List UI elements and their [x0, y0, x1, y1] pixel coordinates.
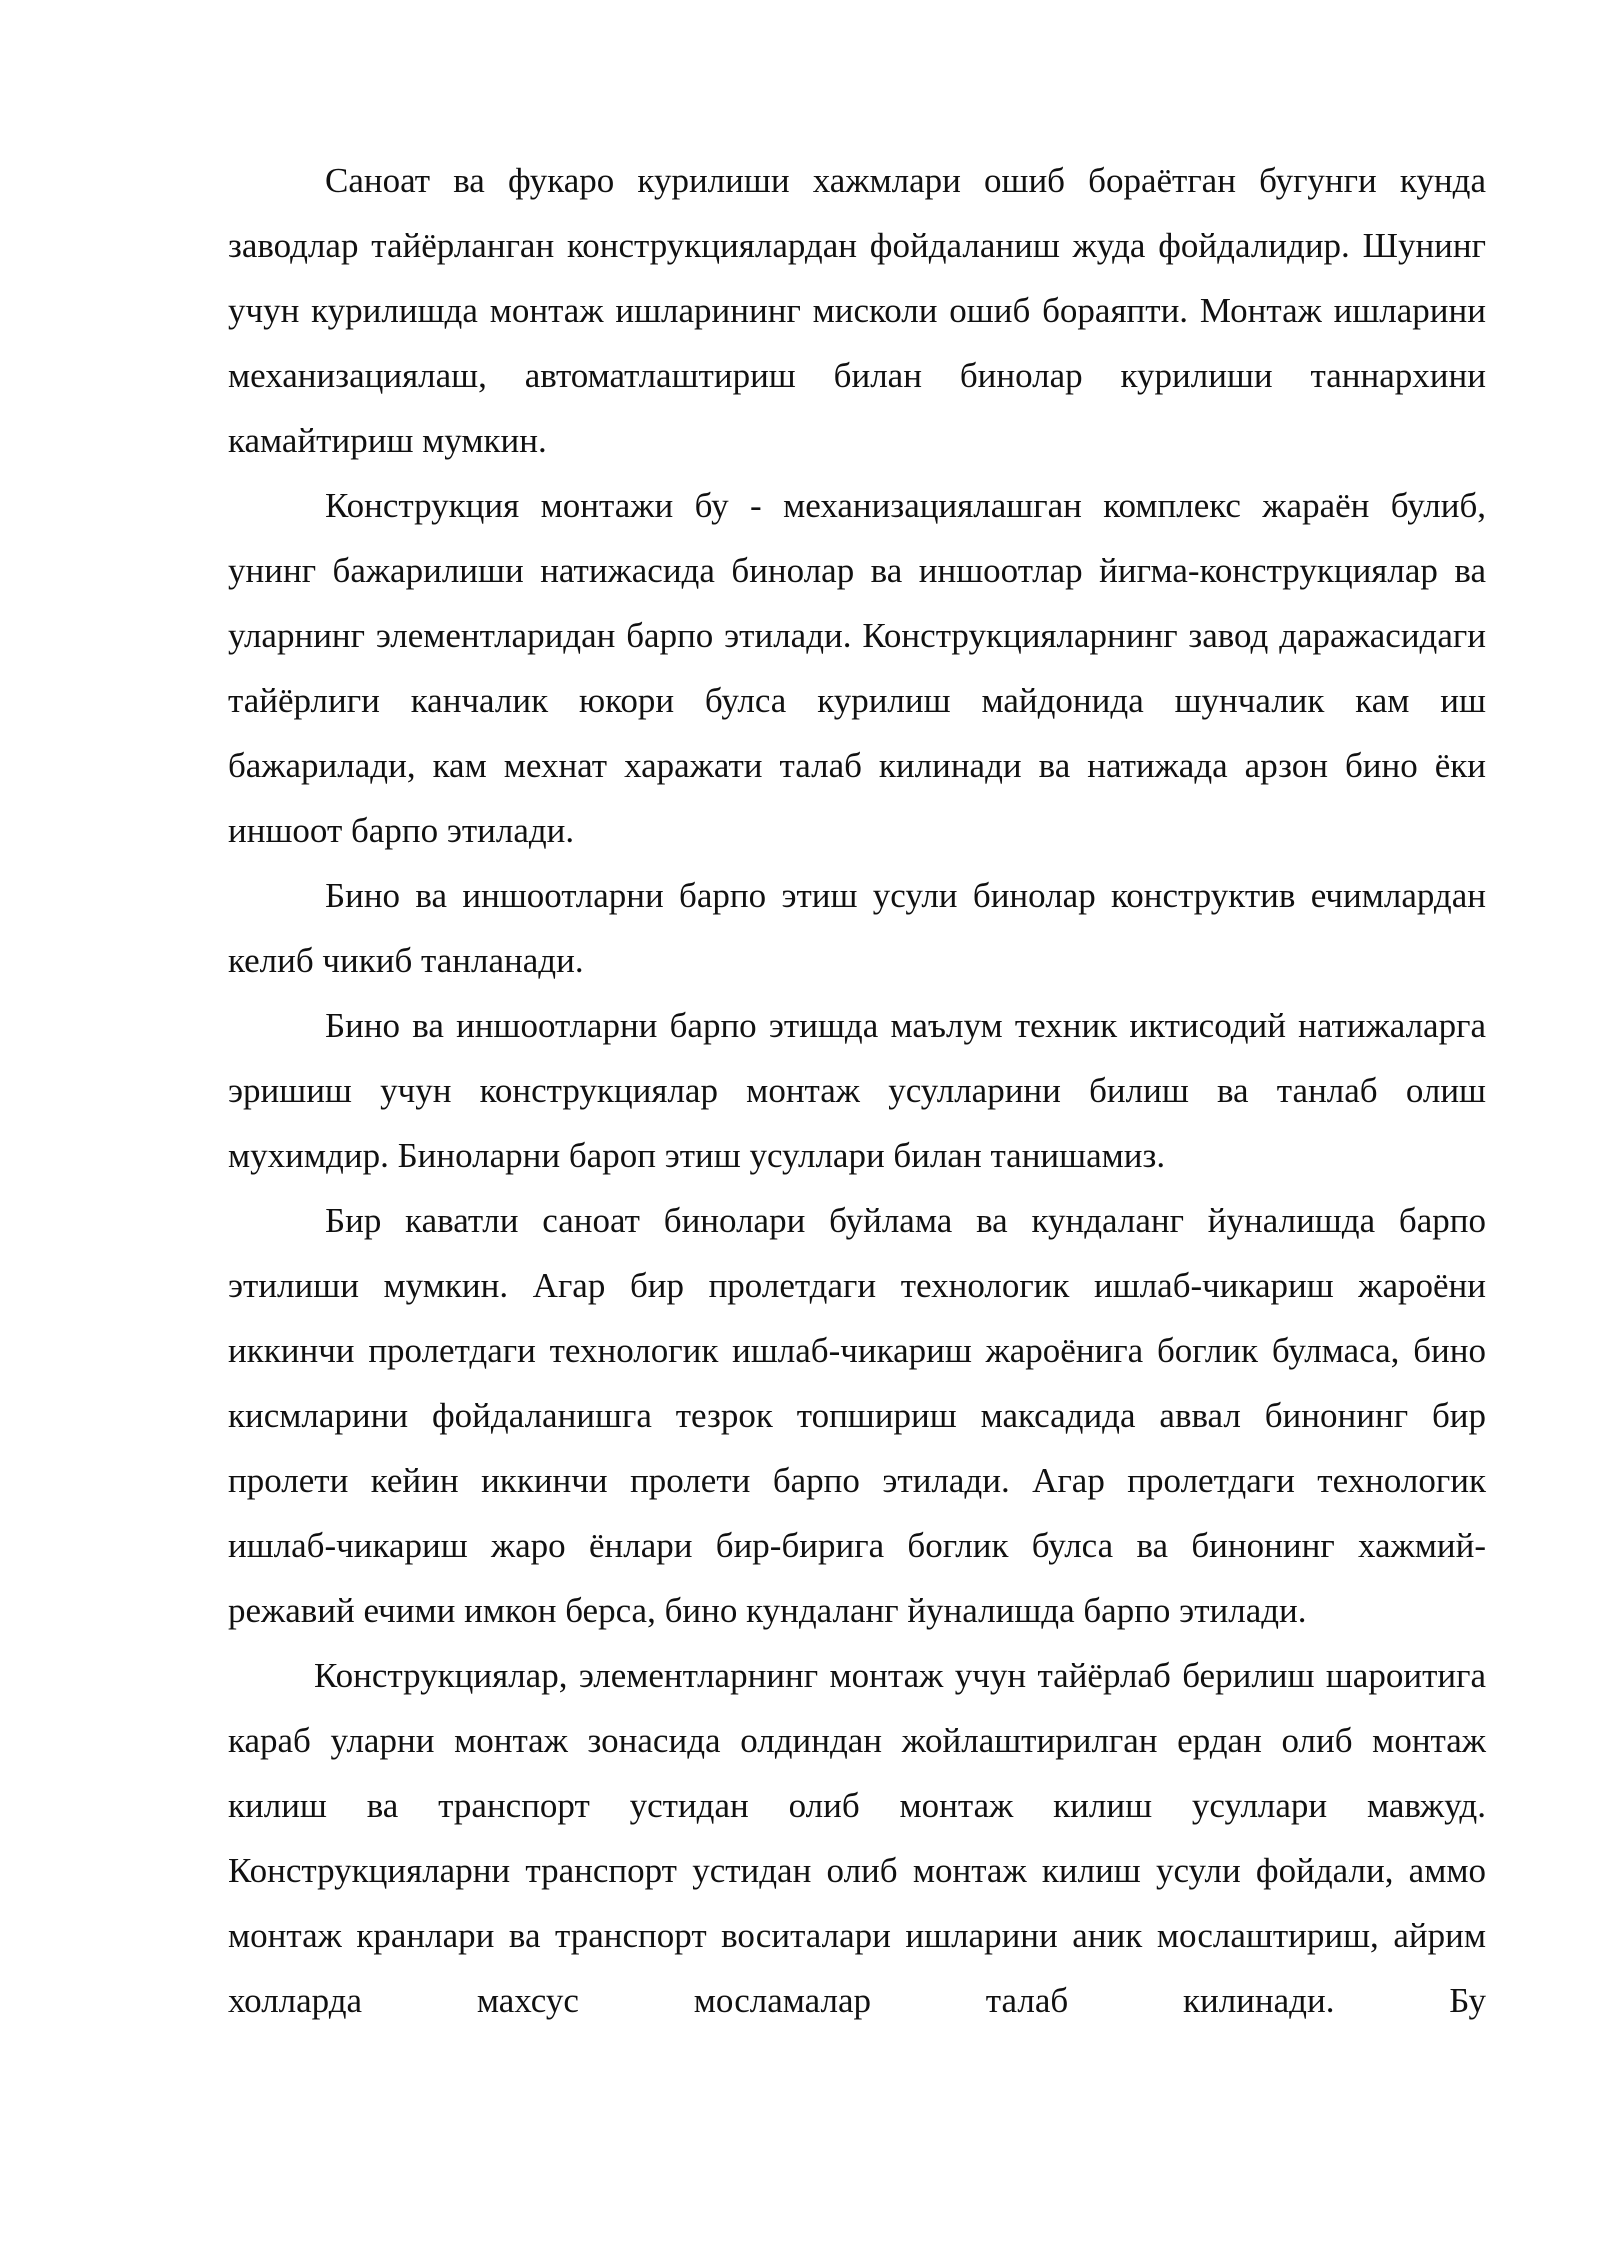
paragraph-2: Конструкция монтажи бу - механизациялашган комплекс жараён булиб, унинг бажарилиши натижасида бинолар ва иншоотлар йигма-конструкциялар ва уларнинг элементларидан барпо этилади. Конструкцияларнинг завод даражасидаги тайёрлиги канчалик юкори булса курилиш майдонида шунчалик кам иш бажарилади, кам мехнат харажати талаб килинади ва натижада арзон бино ёки иншоот барпо этилади.: [228, 486, 1486, 850]
paragraph-3: Бино ва иншоотларни барпо этиш усули бинолар конструктив ечимлардан келиб чикиб танланади.: [228, 876, 1486, 980]
document-body: [228, 148, 1486, 2033]
paragraph-5: Бир каватли саноат бинолари буйлама ва кундаланг йуналишда барпо этилиши мумкин. Агар бир пролетдаги технологик ишлаб-чикариш жароёни иккинчи пролетдаги технологик ишлаб-чикариш жароёнига боглик булмаса, бино кисмларини фойдаланишга тезрок топшириш максадида аввал бинонинг бир пролети кейин иккинчи пролети барпо этилади. Агар пролетдаги технологик ишлаб-чикариш жаро ёнлари бир-бирига боглик булса ва бинонинг хажмий-режавий ечими имкон берса, бино кундаланг йуналишда барпо этилади.: [228, 1201, 1486, 1630]
paragraph-1: Саноат ва фукаро курилиши хажмлари ошиб бораётган бугунги кунда заводлар тайёрланган конструкциялардан фойдаланиш жуда фойдалидир. Шунинг учун курилишда монтаж ишларининг мисколи ошиб бораяпти. Монтаж ишларини механизациялаш, автоматлаштириш билан бинолар курилиши таннархини камайтириш мумкин.: [228, 161, 1486, 460]
paragraph-4: Бино ва иншоотларни барпо этишда маълум техник иктисодий натижаларга эришиш учун конструкциялар монтаж усулларини билиш ва танлаб олиш мухимдир. Биноларни бароп этиш усуллари билан танишамиз.: [228, 1006, 1486, 1175]
paragraph-6: Конструкциялар, элементларнинг монтаж учун тайёрлаб берилиш шароитига караб уларни монтаж зонасида олдиндан жойлаштирилган ердан олиб монтаж килиш ва транспорт устидан олиб монтаж килиш усуллари мавжуд. Конструкцияларни транспорт устидан олиб монтаж килиш усули фойдали, аммо монтаж кранлари ва транспорт воситалари ишларини аник мослаштириш, айрим холларда махсус мосламалар талаб килинади. Бу: [228, 1656, 1486, 2020]
